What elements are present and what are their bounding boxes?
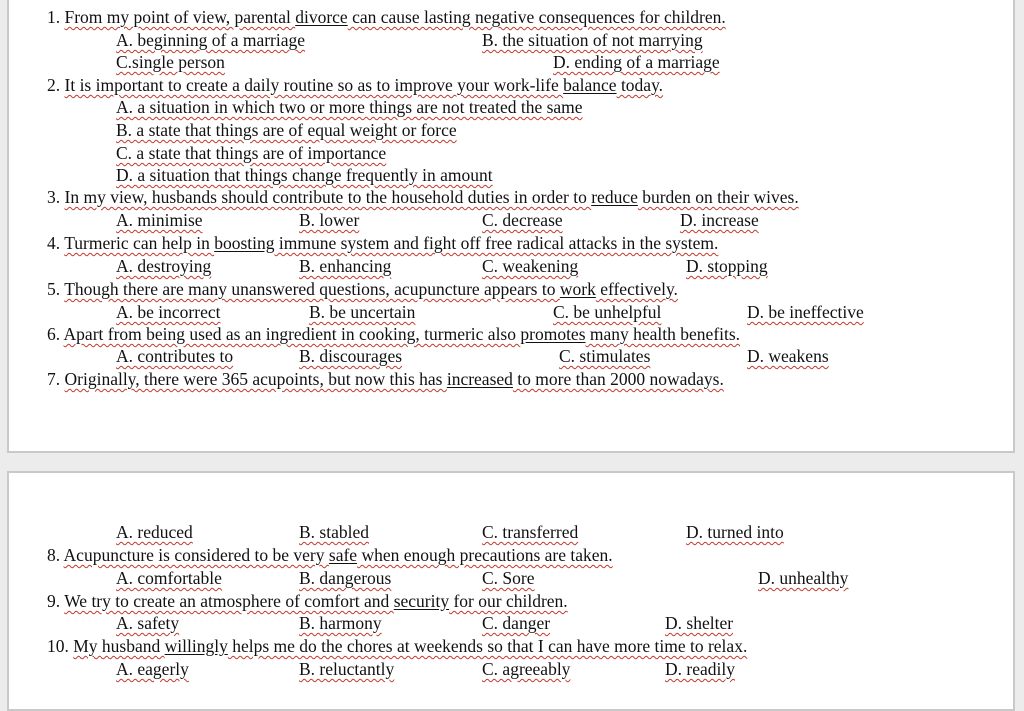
question-number: 8.	[47, 545, 61, 565]
option-c[interactable]: C. a state that things are of importance	[116, 143, 387, 163]
underlined-word: boosting	[214, 233, 275, 253]
question-text: Acupuncture is considered to be very	[63, 545, 329, 565]
option-d[interactable]: D. increase	[680, 210, 759, 230]
option-d[interactable]: D. weakens	[747, 346, 829, 366]
option-b[interactable]: B. the situation of not marrying	[482, 30, 703, 50]
option-b[interactable]: B. dangerous	[299, 568, 392, 588]
question-4	[47, 233, 718, 253]
question-number: 2.	[47, 75, 61, 95]
question-6	[47, 324, 740, 344]
option-b[interactable]: B. harmony	[299, 613, 382, 633]
option-b[interactable]: B. discourages	[299, 346, 403, 366]
option-d[interactable]: D. readily	[665, 659, 735, 679]
underlined-word: promotes	[520, 324, 586, 344]
question-number: 7.	[47, 369, 61, 389]
underlined-word: security	[393, 591, 450, 611]
option-d[interactable]: D. a situation that things change frequently in amount	[116, 165, 493, 185]
option-a[interactable]: A. minimise	[116, 210, 203, 230]
question-text: effectively.	[595, 279, 678, 299]
question-text: burden on their wives.	[637, 187, 799, 207]
option-c[interactable]: C. Sore	[482, 568, 535, 588]
question-number: 4.	[47, 233, 61, 253]
option-c[interactable]: C. decrease	[482, 210, 563, 230]
option-a[interactable]: A. destroying	[116, 256, 212, 276]
option-a[interactable]: A. safety	[116, 613, 180, 633]
question-3	[47, 187, 799, 207]
question-text: My husband	[73, 636, 165, 656]
question-text: It is important to create a daily routine so as to improve your work-life	[64, 75, 564, 95]
question-number: 9.	[47, 591, 61, 611]
question-text: for our children.	[449, 591, 568, 611]
question-2	[47, 75, 663, 95]
question-10	[47, 636, 747, 656]
question-5	[47, 279, 678, 299]
option-d[interactable]: D. ending of a marriage	[553, 52, 720, 72]
option-d[interactable]: D. turned into	[686, 522, 784, 542]
question-text: when enough precautions are taken.	[357, 545, 613, 565]
question-text: to more than 2000 nowadays.	[512, 369, 724, 389]
option-b[interactable]: B. stabled	[299, 522, 369, 542]
underlined-word: divorce	[295, 7, 348, 27]
option-a[interactable]: A. be incorrect	[116, 302, 221, 322]
option-d[interactable]: D. stopping	[686, 256, 768, 276]
question-text: Originally, there were 365 acupoints, but now this has	[64, 369, 447, 389]
option-b[interactable]: B. a state that things are of equal weight or force	[116, 120, 457, 140]
option-d[interactable]: D. be ineffective	[747, 302, 864, 322]
underlined-word: work	[559, 279, 596, 299]
question-text: many health benefits.	[585, 324, 741, 344]
option-b[interactable]: B. be uncertain	[309, 302, 416, 322]
question-text: helps me do the chores at weekends so that I can have more time to relax.	[227, 636, 748, 656]
option-b[interactable]: B. reluctantly	[299, 659, 395, 679]
question-text: In my view, husbands should contribute to the household duties in order to	[64, 187, 592, 207]
option-a[interactable]: A. reduced	[116, 522, 193, 542]
question-number: 6.	[47, 324, 61, 344]
underlined-word: reduce	[591, 187, 638, 207]
option-a[interactable]: A. contributes to	[116, 346, 234, 366]
option-d[interactable]: D. shelter	[665, 613, 734, 633]
question-text: Turmeric can help in	[64, 233, 215, 253]
option-c[interactable]: C. agreeably	[482, 659, 571, 679]
underlined-word: willingly	[164, 636, 228, 656]
question-7	[47, 369, 724, 389]
option-c[interactable]: C. be unhelpful	[553, 302, 662, 322]
question-text: today.	[616, 75, 664, 95]
question-1	[47, 7, 726, 27]
question-text: Though there are many unanswered questions, acupuncture appears to	[64, 279, 560, 299]
option-a[interactable]: A. a situation in which two or more things are not treated the same	[116, 97, 583, 117]
question-number: 5.	[47, 279, 61, 299]
underlined-word: safe	[328, 545, 358, 565]
question-9	[47, 591, 568, 611]
question-text: immune system and fight off free radical attacks in the system.	[274, 233, 719, 253]
question-text: We try to create an atmosphere of comfort and	[64, 591, 394, 611]
option-b[interactable]: B. lower	[299, 210, 360, 230]
question-text: can cause lasting negative consequences for children.	[347, 7, 726, 27]
question-number: 3.	[47, 187, 61, 207]
option-c[interactable]: C. stimulates	[559, 346, 651, 366]
option-b[interactable]: B. enhancing	[299, 256, 392, 276]
underlined-word: balance	[563, 75, 617, 95]
question-number: 10.	[47, 636, 69, 656]
option-a[interactable]: A. beginning of a marriage	[116, 30, 306, 50]
option-c[interactable]: C. danger	[482, 613, 551, 633]
question-number: 1.	[47, 7, 61, 27]
option-a[interactable]: A. eagerly	[116, 659, 189, 679]
option-c[interactable]: C. weakening	[482, 256, 579, 276]
question-text: From my point of view, parental	[64, 7, 296, 27]
question-8	[47, 545, 613, 565]
option-c[interactable]: C. transferred	[482, 522, 579, 542]
option-d[interactable]: D. unhealthy	[758, 568, 849, 588]
underlined-word: increased	[446, 369, 513, 389]
question-text: Apart from being used as an ingredient in cooking, turmeric also	[63, 324, 521, 344]
option-c[interactable]: C.single person	[116, 52, 225, 72]
option-a[interactable]: A. comfortable	[116, 568, 222, 588]
